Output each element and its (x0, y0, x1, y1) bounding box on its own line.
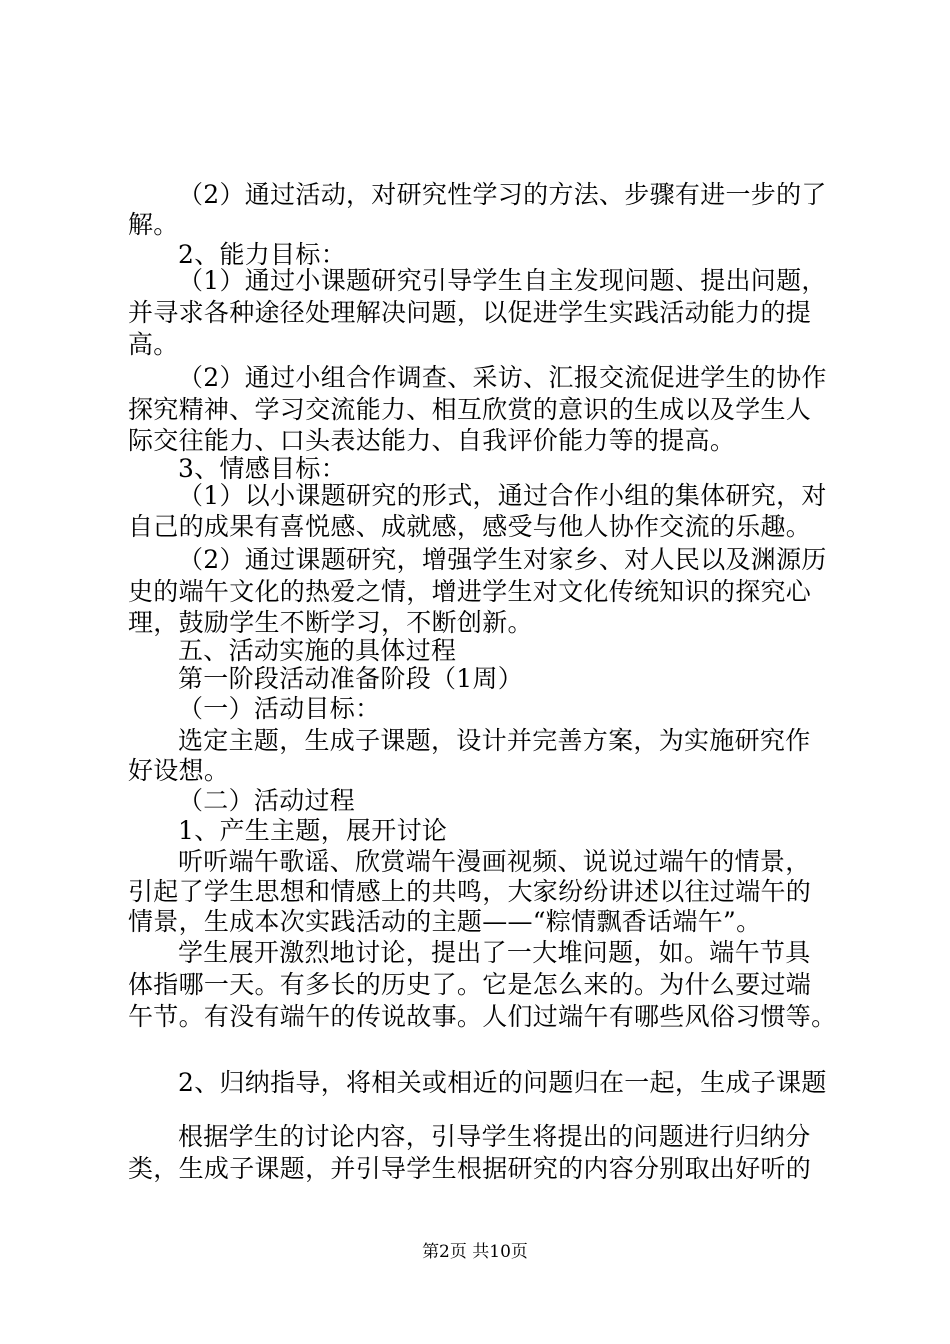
text-line: 高。 (128, 330, 179, 359)
text-line: 并寻求各种途径处理解决问题，以促进学生实践活动能力的提 (128, 298, 812, 327)
text-line: 好设想。 (128, 756, 230, 785)
text-line: 听听端午歌谣、欣赏端午漫画视频、说说过端午的情景， (178, 847, 811, 876)
text-line: （2）通过课题研究，增强学生对家乡、对人民以及渊源历 (178, 545, 827, 574)
text-line: （二）活动过程 (178, 786, 356, 815)
page-number-footer: 第2页 共10页 (422, 1242, 528, 1262)
text-line: 2、归纳指导，将相关或相近的问题归在一起，生成子课题 (178, 1068, 827, 1097)
text-line: （1）通过小课题研究引导学生自主发现问题、提出问题， (178, 266, 827, 295)
text-line: 1、产生主题，展开讨论 (178, 816, 448, 845)
text-line: 午节。有没有端午的传说故事。人们过端午有哪些风俗习惯等。 (128, 1002, 837, 1031)
text-line: 学生展开激烈地讨论，提出了一大堆问题，如。端午节具 (178, 938, 811, 967)
text-line: 第一阶段活动准备阶段（1周） (178, 664, 524, 693)
text-line: （一）活动目标： (178, 694, 381, 723)
text-line: 选定主题，生成子课题，设计并完善方案，为实施研究作 (178, 726, 811, 755)
text-line: 2、能力目标： (178, 240, 347, 269)
text-line: 五、活动实施的具体过程 (178, 636, 457, 665)
text-line: 引起了学生思想和情感上的共鸣，大家纷纷讲述以往过端午的 (128, 877, 812, 906)
text-line: 际交往能力、口头表达能力、自我评价能力等的提高。 (128, 426, 736, 455)
text-line: 情景，生成本次实践活动的主题——“粽情飘香话端午”。 (128, 907, 762, 936)
text-line: 解。 (128, 210, 179, 239)
text-line: 探究精神、学习交流能力、相互欣赏的意识的生成以及学生人 (128, 395, 812, 424)
text-line: 3、情感目标： (178, 454, 347, 483)
text-line: 自己的成果有喜悦感、成就感，感受与他人协作交流的乐趣。 (128, 512, 812, 541)
text-line: （2）通过小组合作调查、采访、汇报交流促进学生的协作 (178, 363, 827, 392)
text-line: 根据学生的讨论内容，引导学生将提出的问题进行归纳分 (178, 1122, 811, 1151)
text-line: 史的端午文化的热爱之情，增进学生对文化传统知识的探究心 (128, 577, 812, 606)
text-line: 体指哪一天。有多长的历史了。它是怎么来的。为什么要过端 (128, 970, 812, 999)
text-line: 类，生成子课题，并引导学生根据研究的内容分别取出好听的 (128, 1154, 812, 1183)
text-line: （2）通过活动，对研究性学习的方法、步骤有进一步的了 (178, 180, 827, 209)
text-line: （1）以小课题研究的形式，通过合作小组的集体研究，对 (178, 481, 827, 510)
text-line: 理，鼓励学生不断学习，不断创新。 (128, 608, 533, 637)
